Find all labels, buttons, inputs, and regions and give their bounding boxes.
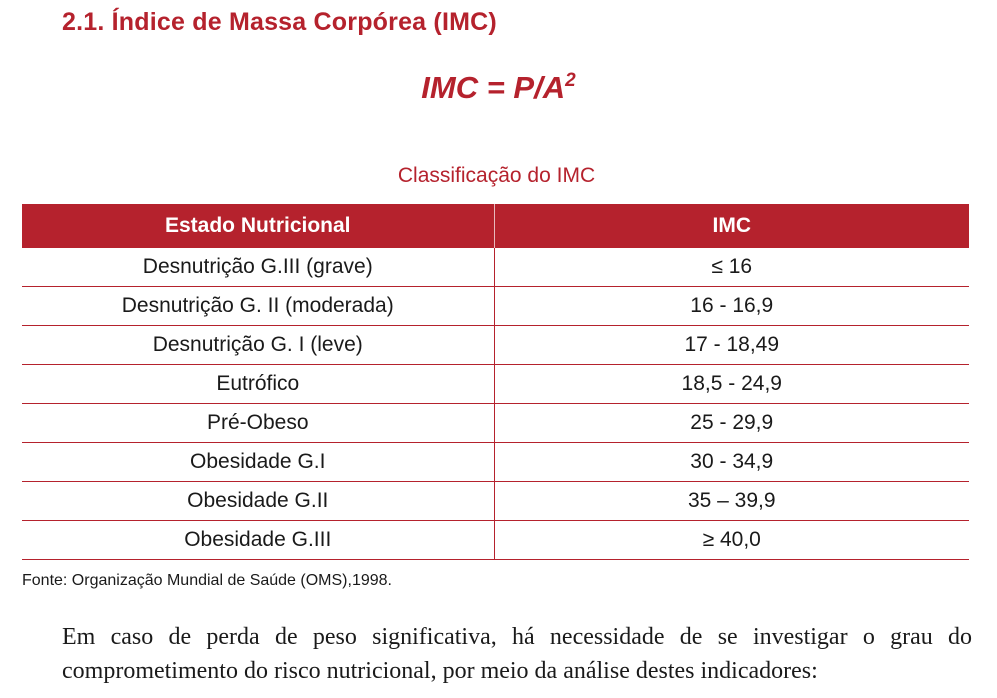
section-heading: 2.1. Índice de Massa Corpórea (IMC) [62,8,497,36]
header-estado-nutricional: Estado Nutricional [22,204,494,248]
formula-text: IMC = P/A [421,70,566,105]
estado-cell: Desnutrição G. I (leve) [22,326,494,365]
table-row [22,326,969,365]
header-imc: IMC [494,204,969,248]
estado-cell: Pré-Obeso [22,404,494,443]
estado-cell: Obesidade G.II [22,482,494,521]
imc-formula [0,70,997,106]
table-source-note: Fonte: Organização Mundial de Saúde (OMS),1998. [22,572,392,589]
imc-cell: ≤ 16 [494,248,969,287]
table-row [22,248,969,287]
estado-cell: Obesidade G.I [22,443,494,482]
table-row [22,404,969,443]
table-row [22,365,969,404]
table-header-row [22,204,969,248]
body-paragraph: Em caso de perda de peso significativa, há necessidade de se investigar o grau do comprometimento do risco nutricional, por meio da análise destes indicadores: [62,624,972,684]
estado-cell: Desnutrição G. II (moderada) [22,287,494,326]
estado-cell: Obesidade G.III [22,521,494,560]
imc-classification-table [22,204,969,560]
imc-cell: 30 - 34,9 [494,443,969,482]
imc-cell: 18,5 - 24,9 [494,365,969,404]
table-row [22,287,969,326]
estado-cell: Eutrófico [22,365,494,404]
imc-cell: 25 - 29,9 [494,404,969,443]
table-row [22,443,969,482]
imc-cell: 17 - 18,49 [494,326,969,365]
imc-cell: 35 – 39,9 [494,482,969,521]
estado-cell: Desnutrição G.III (grave) [22,248,494,287]
formula-exponent: 2 [565,70,576,91]
table-row [22,521,969,560]
imc-cell: ≥ 40,0 [494,521,969,560]
table-row [22,482,969,521]
imc-cell: 16 - 16,9 [494,287,969,326]
table-caption: Classificação do IMC [397,164,596,187]
